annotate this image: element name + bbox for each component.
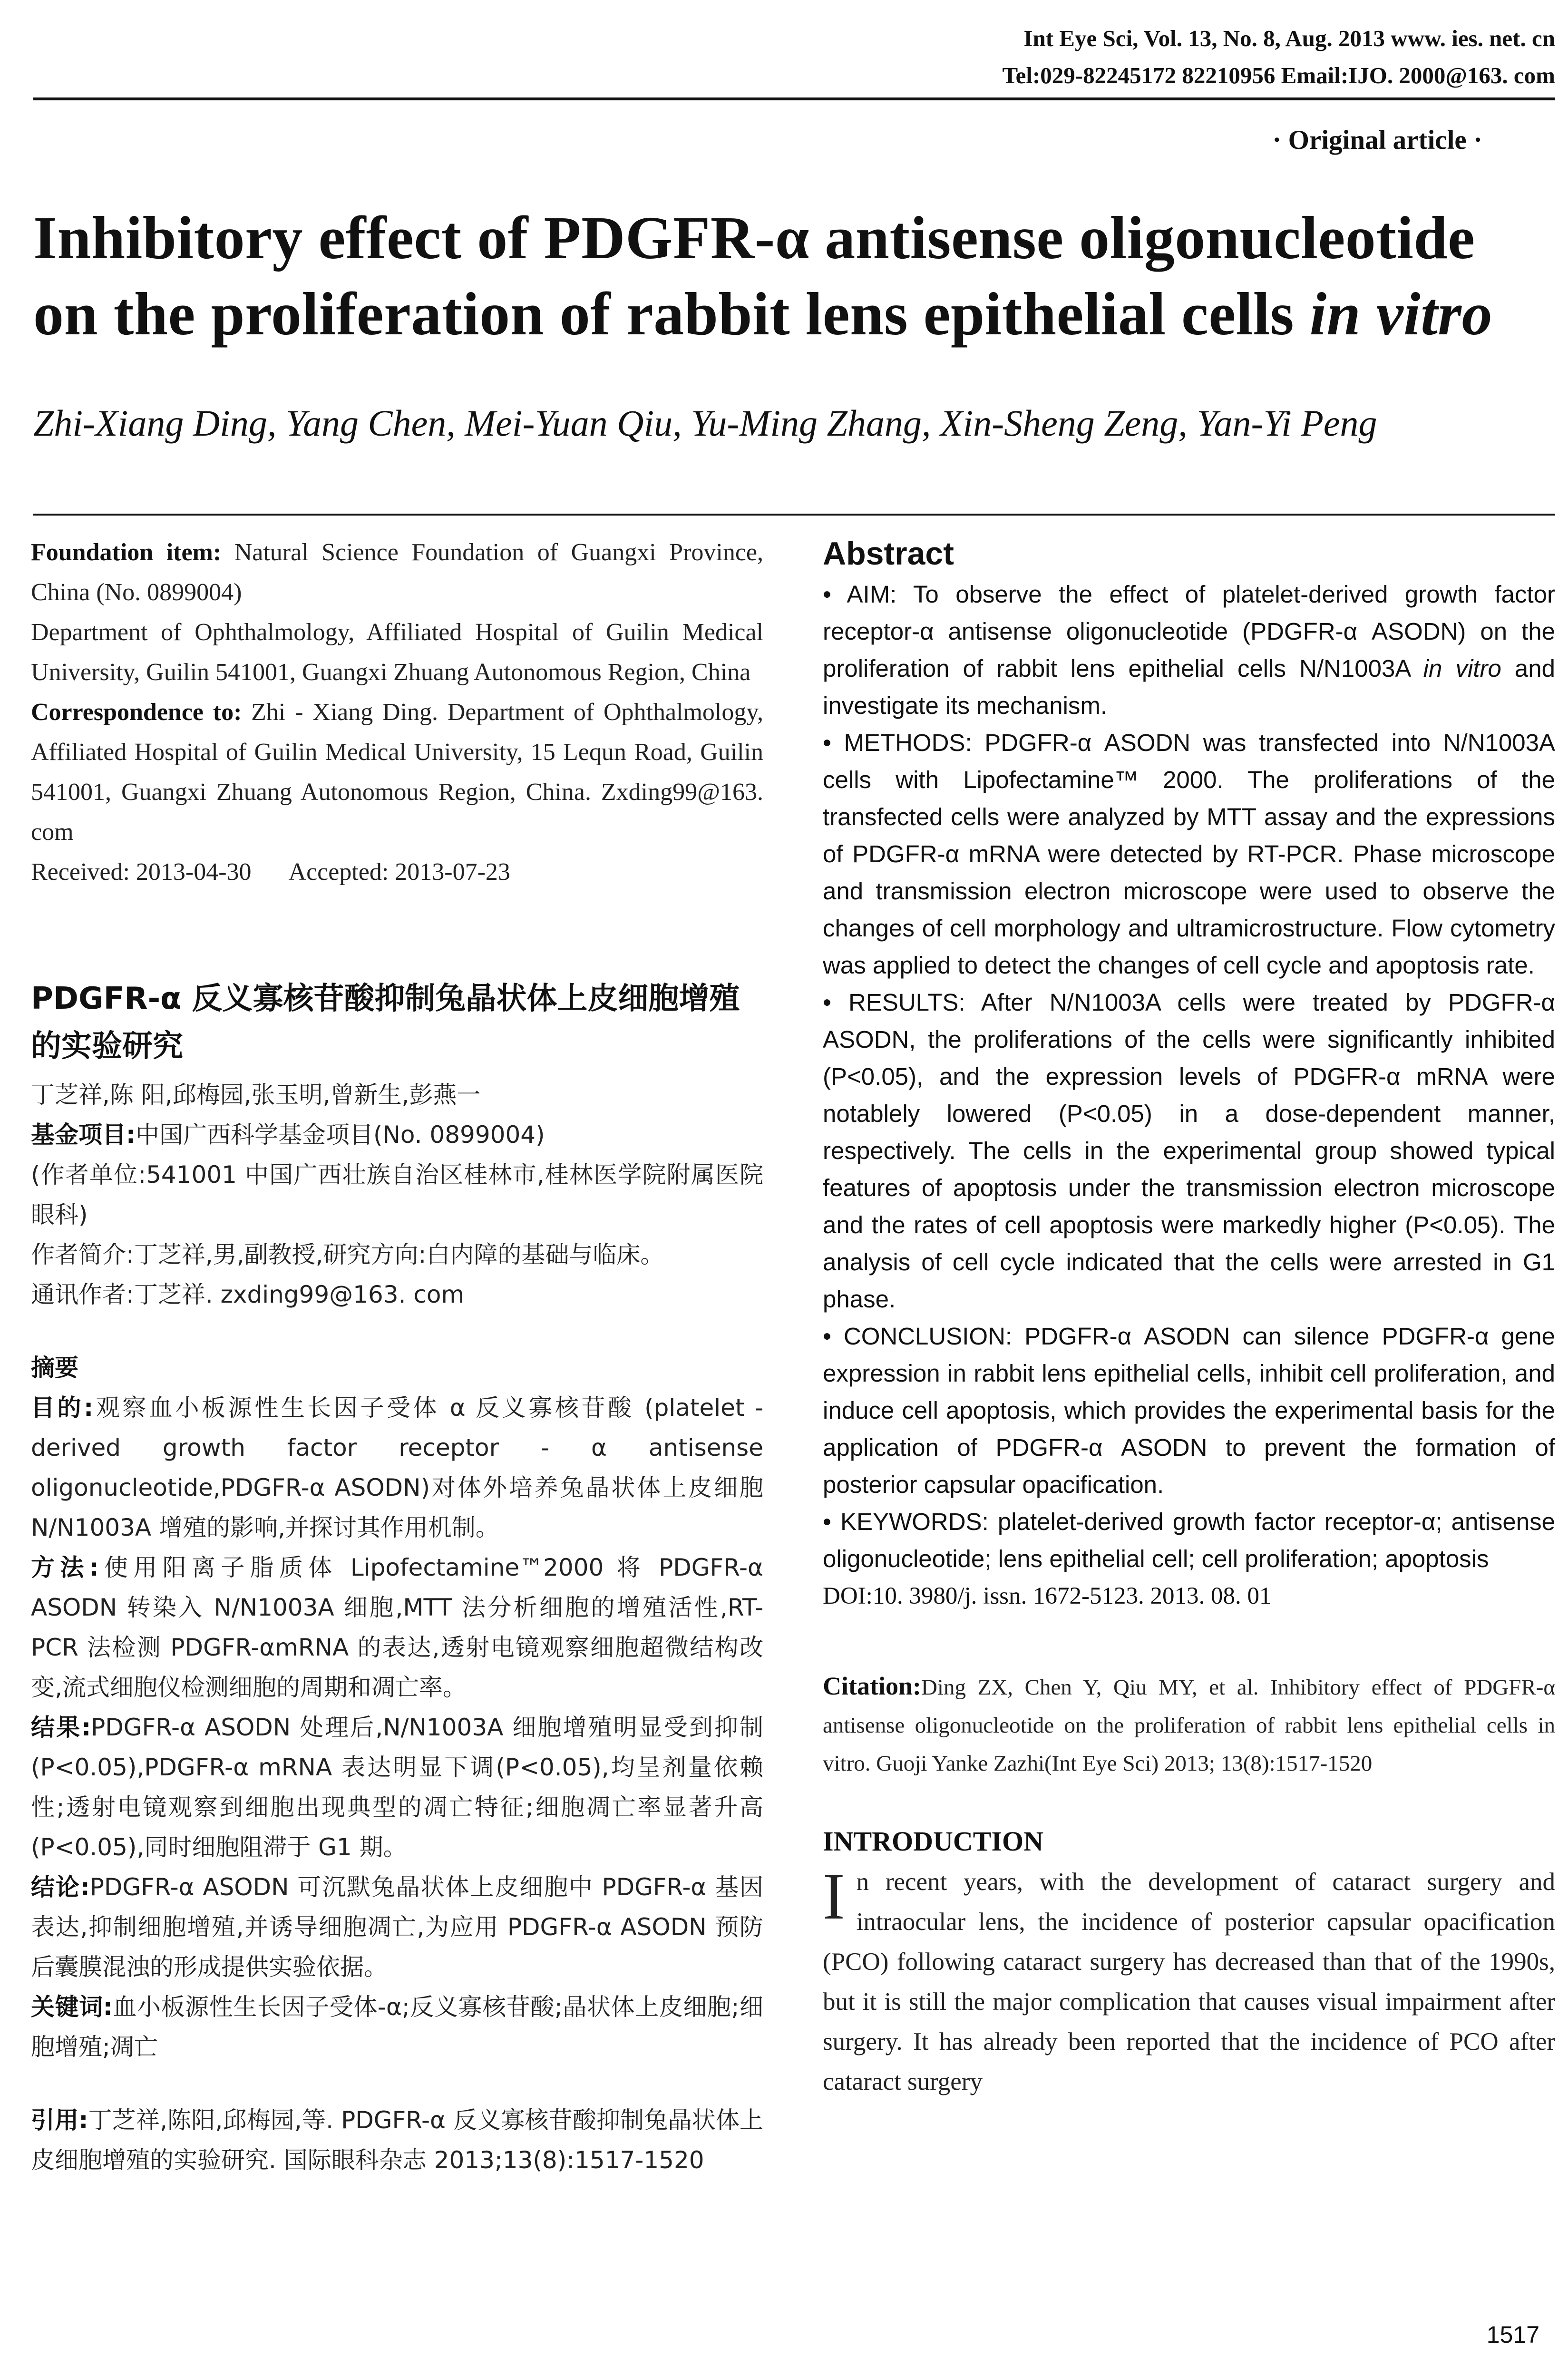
abstract-results: • RESULTS: After N/N1003A cells were treated by PDGFR-α ASODN, the proliferations of the cells were significantly inhibited (P<0.05), and the expression levels of PDGFR-α mRNA were notablely lowered (P<0.05) in a dose-dependent manner, respectively. The cells in the experimental group showed typical features of apoptosis under the transmission electron microscope and the rates of cell apoptosis were markedly higher (P<0.05). The analysis of cell cycle indicated that the cells were arrested in G1 phase. (823, 989, 1555, 1313)
article-title (33, 200, 1555, 352)
introduction-heading: INTRODUCTION (823, 1826, 1044, 1857)
abstract-conclusion: • CONCLUSION: PDGFR-α ASODN can silence PDGFR-α gene expression in rabbit lens epithelial cells, inhibit cell proliferation, and induce cell apoptosis, which provides the experimental basis for the application of PDGFR-α ASODN to prevent the formation of posterior capsular opacification. (823, 1323, 1555, 1498)
correspondence-text: Zhi - Xiang Ding. Department of Ophthalmology, Affiliated Hospital of Guilin Medical University, 15 Lequn Road, Guilin 541001, Guangxi Zhuang Autonomous Region, China. Zxding99@163. com (31, 699, 764, 846)
chinese-conclusion-text: PDGFR-α ASODN 可沉默兔晶状体上皮细胞中 PDGFR-α 基因表达,抑制细胞增殖,并诱导细胞凋亡,为应用 PDGFR-α ASODN 预防后囊膜混浊的形成提供实验依据。 (31, 1873, 763, 1981)
article-type: · Original article · (1272, 125, 1482, 155)
foundation-label: Foundation item: (31, 539, 222, 566)
citation (823, 1667, 1555, 1783)
chinese-results-label: 结果: (31, 1714, 91, 1741)
chinese-cite-text: 丁芝祥,陈阳,邱梅园,等. PDGFR-α 反义寡核苷酸抑制兔晶状体上皮细胞增殖的实验研究. 国际眼科杂志 2013;13(8):1517-1520 (31, 2106, 763, 2174)
chinese-abstract (31, 975, 763, 2180)
page-number: 1517 (1486, 2321, 1539, 2348)
english-abstract (823, 535, 1555, 2102)
abstract-aim (823, 576, 1555, 724)
header-rule (33, 97, 1555, 100)
citation-label: Citation: (823, 1672, 921, 1700)
author-rule (33, 514, 1555, 516)
journal-contact-line: Tel:029-82245172 82210956 Email:IJO. 2000@163. com (1002, 62, 1555, 88)
department: Department of Ophthalmology, Affiliated Hospital of Guilin Medical University, Guilin 541001, Guangxi Zhuang Autonomous Region, China (31, 619, 763, 686)
chinese-unit: (作者单位:541001 中国广西壮族自治区桂林市,桂林医学院附属医院眼科) (31, 1161, 763, 1228)
chinese-methods-label: 方法: (31, 1554, 99, 1581)
title-italic: in vitro (1309, 280, 1493, 348)
citation-text: Ding ZX, Chen Y, Qiu MY, et al. Inhibitory effect of PDGFR-α antisense oligonucleotide on the proliferation of rabbit lens epithelial cells in vitro. Guoji Yanke Zazhi(Int Eye Sci) 2013; 13(8):1517-1520 (823, 1675, 1555, 1776)
introduction-body (823, 1862, 1555, 2102)
article-info (31, 533, 763, 892)
chinese-abstract-heading: 摘要 (31, 1354, 78, 1382)
abstract-aim-end: and investigate its mechanism. (823, 655, 1556, 719)
accepted-date: Accepted: 2013-07-23 (288, 858, 510, 886)
chinese-aim-text: 观察血小板源性生长因子受体 α 反义寡核苷酸 (platelet - derived growth factor receptor - α antisense oligonucleotide,PDGFR-α ASODN)对体外培养兔晶状体上皮细胞 N/N1003A 增殖的影响,并探讨其作用机制。 (31, 1394, 763, 1541)
abstract-keywords: • KEYWORDS: platelet-derived growth factor receptor-α; antisense oligonucleotide; lens epithelial cell; cell proliferation; apoptosis (823, 1508, 1555, 1572)
chinese-keywords-text: 血小板源性生长因子受体-α;反义寡核苷酸;晶状体上皮细胞;细胞增殖;凋亡 (31, 1993, 763, 2061)
abstract-aim-text: • AIM: To observe the effect of platelet-derived growth factor receptor-α antisense oligonucleotide (PDGFR-α ASODN) on the proliferation of rabbit lens epithelial cells N/N1003A (823, 581, 1555, 682)
chinese-aim-label: 目的: (31, 1394, 94, 1422)
abstract-heading: Abstract (823, 536, 954, 572)
title-main: Inhibitory effect of PDGFR-α antisense oligonucleotide on the proliferation of rabbit lens epithelial cells (33, 204, 1475, 348)
journal-info-line: Int Eye Sci, Vol. 13, No. 8, Aug. 2013 www. ies. net. cn (1023, 25, 1555, 51)
drop-cap: I (823, 1860, 845, 1933)
abstract-aim-italic: in vitro (1423, 655, 1501, 682)
doi: DOI:10. 3980/j. issn. 1672-5123. 2013. 08. 01 (823, 1583, 1272, 1609)
chinese-title: PDGFR-α 反义寡核苷酸抑制兔晶状体上皮细胞增殖的实验研究 (31, 981, 740, 1064)
foundation-text: Natural Science Foundation of Guangxi Province, China (No. 0899004) (31, 539, 764, 606)
chinese-methods-text: 使用阳离子脂质体 Lipofectamine™2000 将 PDGFR-α ASODN 转染入 N/N1003A 细胞,MTT 法分析细胞的增殖活性,RT-PCR 法检测 PDGFR-αmRNA 的表达,透射电镜观察细胞超微结构改变,流式细胞仪检测细胞的周期和凋亡率。 (31, 1554, 764, 1701)
chinese-fund-label: 基金项目: (31, 1121, 136, 1149)
chinese-corr: 通讯作者:丁芝祥. zxding99@163. com (31, 1281, 465, 1308)
chinese-cite-label: 引用: (31, 2106, 88, 2134)
abstract-methods: • METHODS: PDGFR-α ASODN was transfected into N/N1003A cells with Lipofectamine™ 2000. The proliferations of the transfected cells were analyzed by MTT assay and the expressions of PDGFR-α mRNA were detected by RT-PCR. Phase microscope and transmission electron microscope were used to observe the changes of cell morphology and ultramicrostructure. Flow cytometry was applied to detect the changes of cell cycle and apoptosis rate. (823, 729, 1555, 979)
chinese-authors: 丁芝祥,陈 阳,邱梅园,张玉明,曾新生,彭燕一 (31, 1081, 481, 1109)
author-list: Zhi-Xiang Ding, Yang Chen, Mei-Yuan Qiu, Yu-Ming Zhang, Xin-Sheng Zeng, Yan-Yi Peng (33, 402, 1377, 444)
correspondence-label: Correspondence to: (31, 699, 242, 726)
chinese-bio: 作者简介:丁芝祥,男,副教授,研究方向:白内障的基础与临床。 (31, 1241, 664, 1268)
introduction-text: n recent years, with the development of cataract surgery and intraocular lens, the incidence of posterior capsular opacification (PCO) following cataract surgery has decreased than that of the 1990s, but it is still the major complication that causes visual impairment after surgery. It has already been reported that the incidence of PCO after cataract surgery (823, 1868, 1555, 2095)
chinese-conclusion-label: 结论: (31, 1873, 90, 1901)
chinese-keywords-label: 关键词: (31, 1993, 113, 2021)
chinese-fund-text: 中国广西科学基金项目(No. 0899004) (136, 1121, 545, 1149)
chinese-results-text: PDGFR-α ASODN 处理后,N/N1003A 细胞增殖明显受到抑制(P<0.05),PDGFR-α mRNA 表达明显下调(P<0.05),均呈剂量依赖性;透射电镜观察到细胞出现典型的凋亡特征;细胞凋亡率显著升高(P<0.05),同时细胞阻滞于 G1 期。 (31, 1714, 764, 1861)
received-date: Received: 2013-04-30 (31, 858, 252, 886)
